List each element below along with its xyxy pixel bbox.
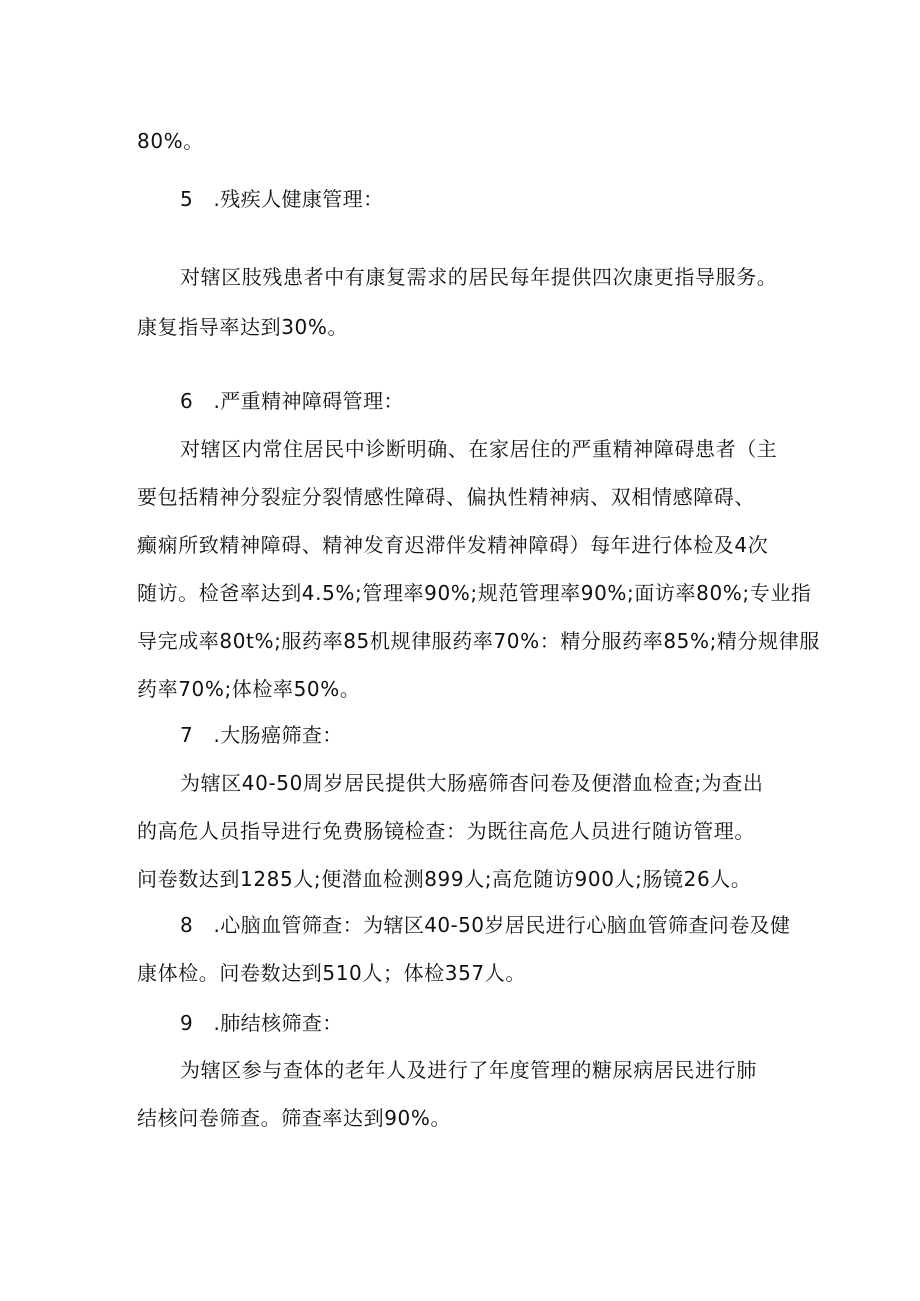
text-line-11: 药率70%;体检率50%。 — [137, 677, 361, 701]
section-heading-6: 6 .严重精神障碍管理： — [180, 389, 404, 413]
text-line-3: 对辖区肢残患者中有康复需求的居民每年提供四次康更指导服务。 — [180, 265, 778, 289]
section-heading-7: 7 .大肠癌筛查： — [180, 723, 343, 747]
section-heading-5: 5 .残疾人健康管理： — [180, 187, 384, 211]
text-line-20: 结核问卷筛查。筛查率达到90%。 — [137, 1106, 452, 1130]
text-line-8: 癫痫所致精神障碍、精神发育迟滞伴发精神障碍）每年进行体检及4次 — [137, 533, 769, 557]
text-line-4: 康复指导率达到30%。 — [137, 315, 349, 339]
text-line-13: 为辖区40-50周岁居民提供大肠癌筛杳问卷及便潜血检查;为查出 — [180, 771, 764, 795]
section-heading-9: 9 .肺结核筛查： — [180, 1011, 343, 1035]
text-line-14: 的高危人员指导进行免费肠镜检查：为既往高危人员进行随访管理。 — [137, 819, 755, 843]
text-line-19: 为辖区参与查体的老年人及进行了年度管理的糖尿病居民进行肺 — [180, 1058, 757, 1082]
text-line-1: 80%。 — [137, 129, 204, 153]
text-line-6: 对辖区内常住居民中诊断明确、在家居住的严重精神障碍患者（主 — [180, 437, 778, 461]
section-heading-8: 8 .心脑血管筛查：为辖区40-50岁居民进行心脑血管筛查问卷及健 — [180, 913, 791, 937]
text-line-10: 导完成率80t%;服药率85机规律服药率70%：精分服药率85%;精分规律服 — [137, 629, 820, 653]
text-line-17: 康体检。问卷数达到510人；体检357人。 — [137, 961, 526, 985]
text-line-15: 问卷数达到1285人;便潜血检测899人;高危随访900人;肠镜26人。 — [137, 867, 752, 891]
text-line-9: 随访。检爸率达到4.5%;管理率90%;规范管理率90%;面访率80%;专业指 — [137, 581, 812, 605]
text-line-7: 要包括精神分裂症分裂情感性障碍、偏执性精神病、双相情感障碍、 — [137, 485, 755, 509]
